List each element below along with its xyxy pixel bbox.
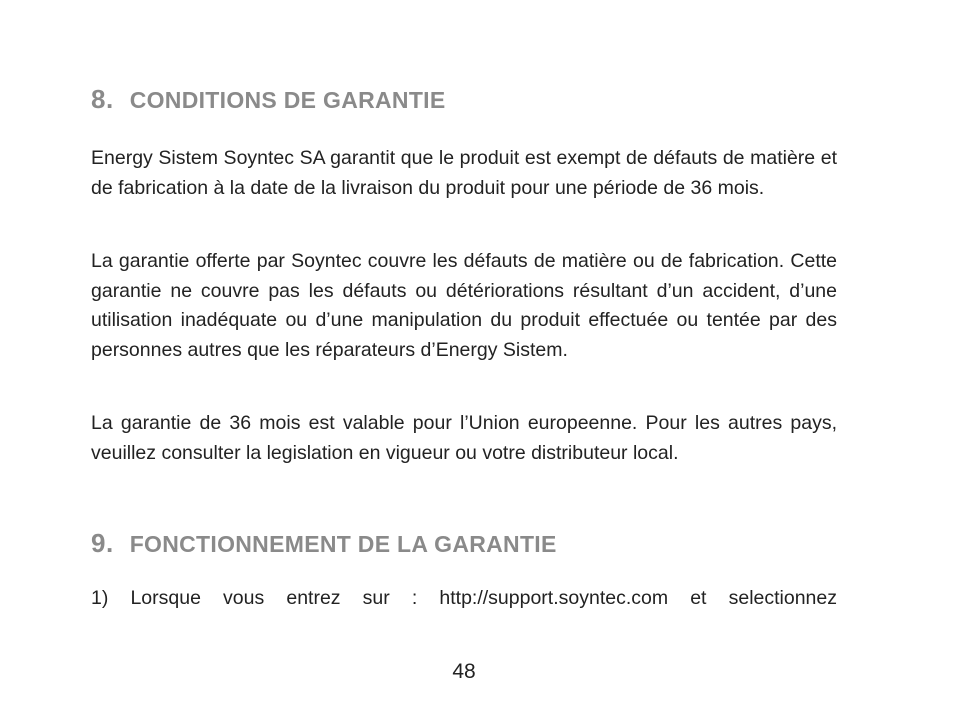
section-heading-conditions [91, 84, 446, 115]
section-number: 9. [91, 528, 114, 558]
paragraph-warranty-period: Energy Sistem Soyntec SA garantit que le produit est exempt de défauts de matière et de fabrication à la date de la livraison du produit pour une période de 36 mois. [91, 147, 837, 199]
page-number: 48 [452, 660, 476, 683]
paragraph-support-step-1: 1) Lorsque vous entrez sur : http://support.soyntec.com et selectionnez [91, 587, 837, 609]
paragraph-warranty-region: La garantie de 36 mois est valable pour l’Union europeenne. Pour les autres pays, veuillez consulter la legislation en vigueur ou votre distributeur local. [91, 412, 837, 464]
document-page [91, 0, 837, 727]
section-heading-fonctionnement [91, 528, 557, 559]
paragraph-warranty-coverage: La garantie offerte par Soyntec couvre les défauts de matière ou de fabrication. Cette garantie ne couvre pas les défauts ou détériorations résultant d’un accident, d’une utilisation inadéquate ou d’une manipulation du produit effectuée ou tentée par des personnes autres que les réparateurs d’Energy Sistem. [91, 250, 837, 361]
section-number: 8. [91, 84, 114, 114]
section-title: FONCTIONNEMENT DE LA GARANTIE [129, 531, 557, 557]
section-title: CONDITIONS DE GARANTIE [129, 87, 446, 113]
